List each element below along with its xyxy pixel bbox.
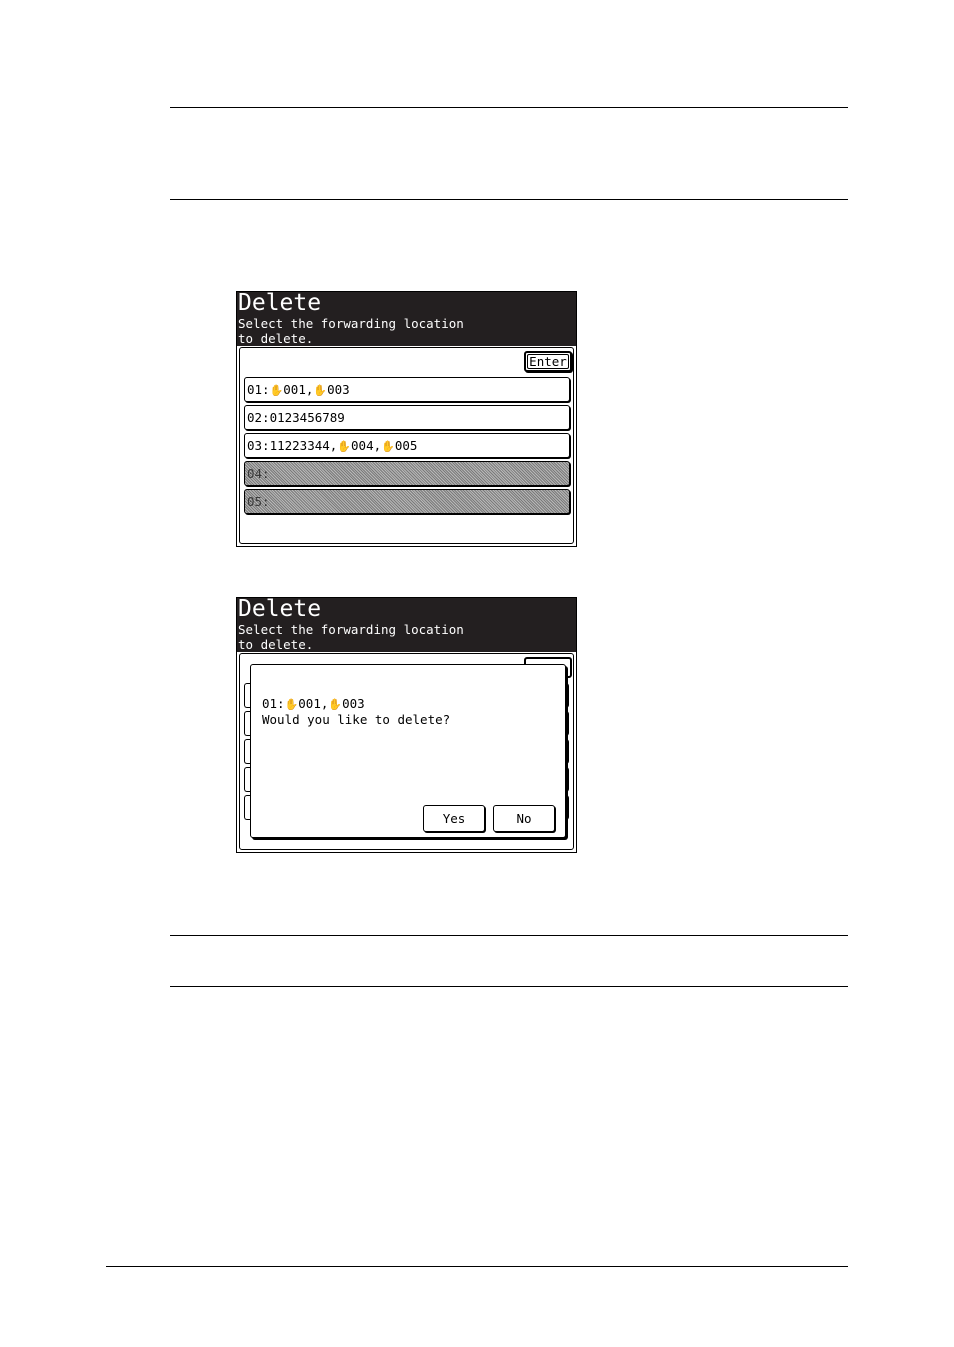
screen-subtitle: Select the forwarding location to delete. bbox=[238, 316, 464, 346]
forwarding-location-row-03[interactable]: 03:11223344,✋004,✋005 bbox=[244, 433, 570, 458]
screen-header bbox=[237, 598, 576, 652]
mid-rule-1 bbox=[170, 935, 848, 936]
hand-speed-dial-icon: ✋ bbox=[328, 698, 343, 711]
hand-speed-dial-icon: ✋ bbox=[381, 440, 395, 453]
enter-button[interactable]: Enter bbox=[524, 351, 572, 372]
screen-body bbox=[239, 653, 574, 850]
top-rule-2 bbox=[170, 199, 848, 200]
screen-subtitle: Select the forwarding location to delete. bbox=[238, 622, 464, 652]
screen-body bbox=[239, 347, 574, 544]
screen-title: Delete bbox=[238, 290, 322, 316]
forwarding-location-row-02[interactable]: 02:0123456789 bbox=[244, 405, 570, 430]
hand-speed-dial-icon: ✋ bbox=[337, 440, 352, 453]
delete-screen-list bbox=[236, 291, 577, 547]
dialog-message: 01:✋001,✋003 Would you like to delete? bbox=[262, 696, 451, 727]
hand-speed-dial-icon: ✋ bbox=[284, 698, 299, 711]
screen-title: Delete bbox=[238, 596, 322, 622]
forwarding-location-row-01[interactable]: 01:✋001,✋003 bbox=[244, 377, 570, 402]
top-rule-1 bbox=[170, 107, 848, 108]
footer-rule bbox=[106, 1266, 848, 1267]
forwarding-location-row-05[interactable]: 05: bbox=[244, 489, 570, 514]
no-button[interactable]: No bbox=[493, 805, 555, 832]
forwarding-location-row-04[interactable]: 04: bbox=[244, 461, 570, 486]
yes-button[interactable]: Yes bbox=[423, 805, 485, 832]
delete-confirm-dialog bbox=[250, 664, 566, 838]
delete-screen-confirm bbox=[236, 597, 577, 853]
hand-speed-dial-icon: ✋ bbox=[269, 384, 284, 397]
screen-header bbox=[237, 292, 576, 346]
mid-rule-2 bbox=[170, 986, 848, 987]
hand-speed-dial-icon: ✋ bbox=[313, 384, 328, 397]
